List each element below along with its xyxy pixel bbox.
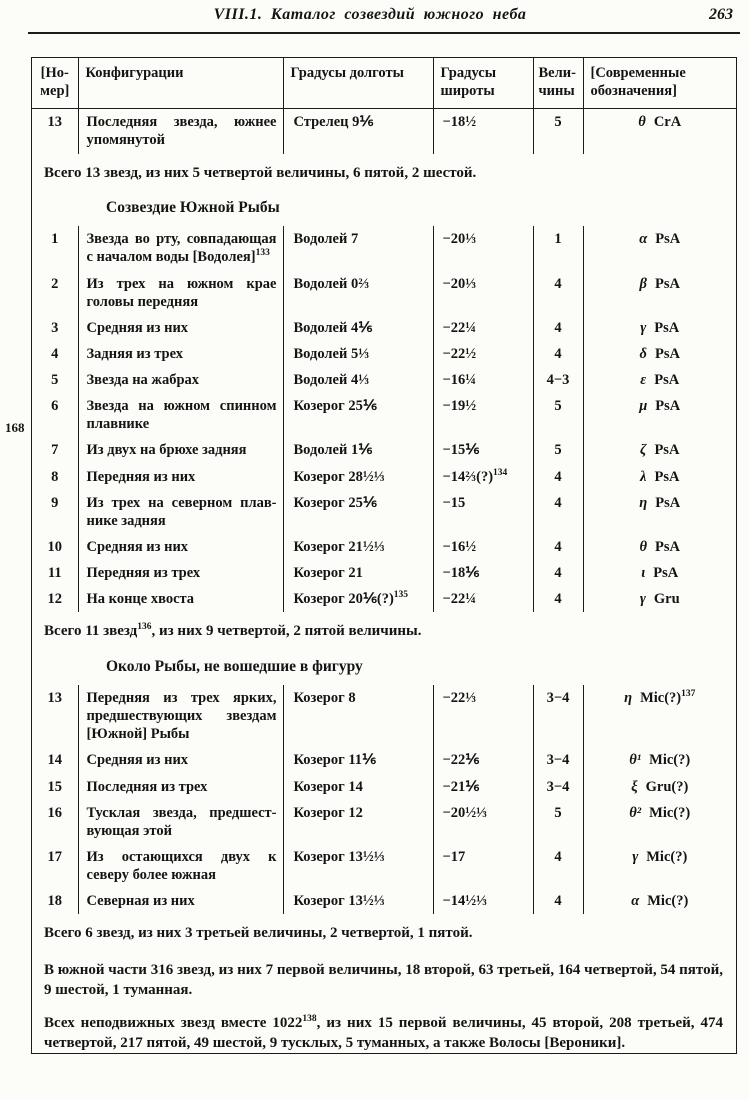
longitude-text: Козерог 28½⅓ [293, 468, 385, 485]
longitude-text: Козерог 25⅙ [293, 494, 377, 511]
col-header-configuration: Конфигурации [78, 58, 283, 109]
cell-configuration [78, 844, 283, 888]
cell-number: 14 [47, 752, 62, 769]
table-row [32, 490, 736, 534]
section-heading-around-fish: Около Рыбы, не вошедшие в фигуру [106, 658, 363, 675]
greek-letter: θ² [629, 804, 642, 821]
cell-magnitude: 3−4 [533, 774, 583, 800]
cell-longitude [283, 774, 433, 800]
paragraph-grand-total [32, 1000, 736, 1053]
configuration-text: На конце хвоста [86, 591, 195, 608]
longitude-text: Козерог 21½⅓ [293, 538, 385, 555]
col-header-magnitude: Вели-чины [533, 58, 583, 109]
cell-number: 15 [47, 778, 62, 795]
configuration-text: Северная из них [86, 893, 195, 910]
cell-designation [583, 226, 736, 270]
configuration-text: Из трех на северном плавнике задняя [86, 494, 277, 529]
table-row [32, 800, 736, 844]
cell-designation [583, 393, 736, 437]
configuration-text: Передняя из трех ярких, предшествующих звездам [Южной] Рыбы [86, 690, 277, 743]
greek-letter: η [624, 690, 633, 706]
cell-magnitude: 5 [533, 109, 583, 154]
col-header-number: [Но-мер] [32, 58, 78, 109]
table-row [32, 560, 736, 586]
cell-latitude [433, 464, 533, 490]
paragraph-text: Всех неподвижных звезд вместе 1022 [44, 1015, 303, 1031]
configuration-text: Передняя из трех [86, 565, 201, 581]
configuration-text: Последняя из трех [86, 778, 208, 795]
greek-letter: η [639, 494, 648, 511]
cell-configuration [78, 560, 283, 586]
paragraph-text: , из них 15 первой величины, 45 второй, 208 третьей, 474 четвертой, 217 пятой, 49 шестой, 9 тусклых, 5 туманных, а также Волосы [Вероники]. [44, 1015, 724, 1051]
latitude-text: −22⅓ [442, 690, 477, 706]
greek-letter: α [631, 893, 640, 910]
table-row [32, 315, 736, 341]
constellation-abbr: PsA [653, 565, 679, 581]
cell-number: 1 [51, 231, 59, 248]
cell-designation [583, 464, 736, 490]
cell-number: 2 [51, 275, 59, 292]
table-row [32, 888, 736, 914]
cell-longitude [283, 464, 433, 490]
longitude-text: Козерог 20⅙(?) [293, 591, 394, 608]
constellation-abbr: PsA [654, 319, 680, 336]
cell-designation [583, 685, 736, 747]
cell-magnitude: 4 [533, 844, 583, 888]
cell-longitude [283, 315, 433, 341]
cell-latitude [433, 341, 533, 367]
longitude-text: Водолей 4⅓ [293, 372, 370, 388]
cell-number: 5 [51, 372, 59, 388]
greek-letter: θ¹ [629, 752, 642, 769]
latitude-text: −22½ [442, 345, 477, 362]
cell-latitude [433, 393, 533, 437]
latitude-text: −15⅙ [442, 442, 480, 459]
cell-configuration [78, 747, 283, 773]
longitude-text: Водолей 0⅔ [293, 275, 370, 292]
cell-configuration [78, 534, 283, 560]
cell-longitude [283, 271, 433, 315]
cell-magnitude: 4 [533, 560, 583, 586]
cell-magnitude: 4−3 [533, 367, 583, 393]
cell-designation [583, 367, 736, 393]
greek-letter: ε [640, 372, 647, 388]
cell-longitude [283, 490, 433, 534]
cell-latitude [433, 109, 533, 154]
cell-magnitude: 4 [533, 341, 583, 367]
table-row [32, 271, 736, 315]
cell-latitude [433, 490, 533, 534]
cell-designation [583, 586, 736, 612]
catalog-table-part1 [32, 58, 736, 154]
col-header-latitude: Градусы широты [433, 58, 533, 109]
configuration-text: Средняя из них [86, 752, 189, 769]
running-head: VIII.1. Каталог созвездий южного неба [213, 6, 527, 23]
table-row [32, 844, 736, 888]
longitude-text: Козерог 8 [293, 690, 356, 706]
latitude-text: −16¼ [442, 372, 477, 388]
cell-magnitude: 1 [533, 226, 583, 270]
cell-configuration [78, 888, 283, 914]
cell-designation [583, 534, 736, 560]
greek-letter: θ [639, 538, 648, 555]
longitude-text: Водолей 7 [293, 231, 359, 248]
cell-number: 17 [47, 848, 62, 865]
constellation-abbr: Mic(?) [640, 690, 682, 706]
section-heading-piscis-austrinus: Созвездие Южной Рыбы [106, 199, 280, 217]
margin-note: 168 [5, 420, 25, 435]
latitude-text: −22¼ [442, 591, 477, 608]
cell-configuration [78, 109, 283, 154]
footnote-ref: 135 [393, 590, 409, 601]
latitude-text: −17 [442, 848, 466, 865]
footnote-ref: 133 [255, 248, 270, 259]
cell-latitude [433, 844, 533, 888]
table-row [32, 464, 736, 490]
cell-latitude [433, 586, 533, 612]
constellation-abbr: PsA [655, 538, 680, 555]
cell-magnitude: 3−4 [533, 747, 583, 773]
longitude-text: Стрелец 9⅙ [293, 114, 374, 131]
cell-magnitude: 4 [533, 271, 583, 315]
cell-number: 8 [51, 468, 59, 485]
header-row [32, 58, 736, 109]
table-row [32, 226, 736, 270]
cell-latitude [433, 271, 533, 315]
cell-configuration [78, 464, 283, 490]
greek-letter: λ [640, 468, 647, 485]
cell-designation [583, 747, 736, 773]
constellation-abbr: PsA [655, 398, 681, 415]
greek-letter: ζ [640, 442, 647, 459]
cell-configuration [78, 226, 283, 270]
table-row [32, 774, 736, 800]
configuration-text: Задняя из трех [86, 345, 183, 362]
longitude-text: Водолей 5⅓ [293, 345, 370, 362]
cell-designation [583, 560, 736, 586]
longitude-text: Водолей 1⅙ [293, 442, 373, 459]
longitude-text: Козерог 11⅙ [293, 752, 377, 769]
footnote-ref: 134 [493, 467, 508, 478]
cell-number: 6 [51, 398, 59, 415]
longitude-text: Козерог 21 [293, 565, 363, 581]
configuration-text: Средняя из них [86, 538, 189, 555]
cell-designation [583, 774, 736, 800]
cell-latitude [433, 800, 533, 844]
catalog-table-frame [31, 57, 737, 1054]
constellation-abbr: PsA [654, 345, 680, 362]
longitude-text: Козерог 14 [293, 778, 363, 795]
summary-text: Всего 11 звезд [44, 623, 138, 640]
cell-designation [583, 271, 736, 315]
cell-latitude [433, 560, 533, 586]
cell-configuration [78, 393, 283, 437]
greek-letter: γ [632, 848, 639, 865]
cell-number: 11 [47, 565, 62, 581]
cell-number: 10 [47, 538, 62, 555]
cell-configuration [78, 774, 283, 800]
cell-longitude [283, 534, 433, 560]
configuration-text: Тусклая звезда, предшествующая этой [86, 804, 277, 839]
latitude-text: −22⅙ [442, 752, 480, 769]
constellation-abbr: PsA [655, 231, 681, 248]
cell-magnitude: 3−4 [533, 685, 583, 747]
cell-magnitude: 4 [533, 888, 583, 914]
constellation-abbr: Mic(?) [649, 752, 691, 769]
cell-configuration [78, 437, 283, 463]
greek-letter: μ [639, 398, 648, 415]
cell-number: 3 [51, 319, 59, 336]
cell-number: 7 [51, 442, 59, 459]
cell-latitude [433, 226, 533, 270]
table-row [32, 109, 736, 154]
latitude-text: −14⅔(?) [442, 468, 494, 485]
cell-magnitude: 4 [533, 586, 583, 612]
cell-designation [583, 844, 736, 888]
latitude-text: −18⅙ [442, 565, 480, 581]
configuration-text: Последняя звезда, южнее упомянутой [86, 114, 277, 149]
table-row [32, 367, 736, 393]
latitude-text: −20½⅓ [442, 804, 488, 821]
cell-number: 13 [47, 690, 62, 706]
page-number: 263 [709, 6, 733, 23]
summary-text: Всего 13 звезд, из них 5 четвертой величины, 6 пятой, 2 шестой. [44, 164, 477, 181]
latitude-text: −18½ [442, 114, 477, 131]
summary-piscis-austrinus [32, 612, 736, 645]
cell-configuration [78, 367, 283, 393]
table-header [32, 58, 736, 109]
constellation-abbr: PsA [654, 442, 680, 459]
greek-letter: ξ [631, 778, 638, 795]
col-header-longitude: Градусы долготы [283, 58, 433, 109]
table-row [32, 341, 736, 367]
table-row [32, 586, 736, 612]
catalog-table-part3 [32, 685, 736, 914]
latitude-text: −21⅙ [442, 778, 480, 795]
cell-designation [583, 888, 736, 914]
cell-longitude [283, 109, 433, 154]
cell-latitude [433, 747, 533, 773]
longitude-text: Козерог 13½⅓ [293, 893, 385, 910]
cell-latitude [433, 315, 533, 341]
cell-magnitude: 5 [533, 393, 583, 437]
configuration-text: Из остающихся двух к северу более южная [86, 848, 277, 883]
cell-longitude [283, 367, 433, 393]
latitude-text: −14½⅓ [442, 893, 488, 910]
cell-latitude [433, 888, 533, 914]
greek-letter: α [639, 231, 648, 248]
cell-latitude [433, 367, 533, 393]
configuration-text: Передняя из них [86, 468, 196, 485]
greek-letter: ι [641, 565, 646, 581]
summary-text: Всего 6 звезд, из них 3 третьей величины, 2 четвертой, 1 пятой. [44, 925, 473, 942]
cell-longitude [283, 393, 433, 437]
summary-text: , из них 9 четвертой, 2 пятой величины. [151, 623, 422, 640]
cell-longitude [283, 685, 433, 747]
greek-letter: θ [638, 114, 646, 131]
cell-latitude [433, 437, 533, 463]
cell-number: 4 [51, 345, 59, 362]
cell-configuration [78, 490, 283, 534]
cell-longitude [283, 341, 433, 367]
summary-around-fish [32, 914, 736, 947]
cell-longitude [283, 437, 433, 463]
constellation-abbr: Mic(?) [646, 848, 688, 865]
cell-magnitude: 4 [533, 315, 583, 341]
constellation-abbr: PsA [654, 372, 680, 388]
greek-letter: β [639, 275, 647, 292]
cell-magnitude: 4 [533, 464, 583, 490]
latitude-text: −20⅓ [442, 231, 477, 248]
footnote-ref: 136 [137, 622, 152, 633]
configuration-text: Звезда на южном спинном плавнике [86, 398, 277, 433]
cell-longitude [283, 226, 433, 270]
table-row [32, 437, 736, 463]
cell-longitude [283, 747, 433, 773]
summary-corona-australis [32, 154, 736, 187]
cell-designation [583, 315, 736, 341]
table-row [32, 534, 736, 560]
cell-magnitude: 4 [533, 490, 583, 534]
footnote-ref: 138 [302, 1014, 317, 1024]
configuration-text: Из двух на брюхе задняя [86, 442, 247, 459]
longitude-text: Козерог 25⅙ [293, 398, 377, 415]
cell-number: 9 [51, 494, 59, 511]
cell-designation [583, 800, 736, 844]
longitude-text: Козерог 12 [293, 804, 363, 821]
cell-configuration [78, 685, 283, 747]
latitude-text: −15 [442, 494, 466, 511]
configuration-text: Из трех на южном крае головы передняя [86, 275, 277, 310]
constellation-abbr: Gru(?) [645, 778, 689, 795]
footnote-ref: 137 [681, 689, 696, 700]
cell-longitude [283, 888, 433, 914]
cell-longitude [283, 800, 433, 844]
longitude-text: Козерог 13½⅓ [293, 848, 385, 865]
catalog-table-part2 [32, 226, 736, 612]
constellation-abbr: CrA [653, 114, 682, 131]
longitude-text: Водолей 4⅙ [293, 319, 373, 336]
constellation-abbr: Mic(?) [647, 893, 689, 910]
cell-latitude [433, 774, 533, 800]
latitude-text: −16½ [442, 538, 477, 555]
cell-configuration [78, 800, 283, 844]
paragraph-text: В южной части 316 звезд, из них 7 первой величины, 18 второй, 63 третьей, 164 четвертой, 54 пятой, 9 шестой, 1 туманная. [44, 962, 723, 998]
cell-designation [583, 341, 736, 367]
latitude-text: −19½ [442, 398, 477, 415]
table-row [32, 685, 736, 747]
cell-designation [583, 109, 736, 154]
table-row [32, 747, 736, 773]
cell-designation [583, 490, 736, 534]
cell-configuration [78, 586, 283, 612]
constellation-abbr: Mic(?) [649, 804, 691, 821]
cell-configuration [78, 341, 283, 367]
constellation-abbr: PsA [654, 468, 680, 485]
cell-number: 12 [47, 591, 62, 608]
cell-number: 18 [47, 893, 62, 910]
greek-letter: δ [639, 345, 647, 362]
constellation-abbr: Gru [653, 591, 680, 608]
paragraph-southern-total [32, 947, 736, 1000]
cell-magnitude: 5 [533, 800, 583, 844]
cell-configuration [78, 315, 283, 341]
latitude-text: −20⅓ [442, 275, 477, 292]
cell-configuration [78, 271, 283, 315]
cell-longitude [283, 560, 433, 586]
greek-letter: γ [639, 591, 646, 608]
col-header-designation: [Современные обозначения] [583, 58, 736, 109]
constellation-abbr: PsA [655, 494, 681, 511]
table-row [32, 393, 736, 437]
cell-longitude [283, 586, 433, 612]
configuration-text: Звезда на жабрах [86, 372, 200, 388]
configuration-text: Средняя из них [86, 319, 189, 336]
cell-latitude [433, 534, 533, 560]
constellation-abbr: PsA [654, 275, 680, 292]
greek-letter: γ [640, 319, 647, 336]
cell-magnitude: 5 [533, 437, 583, 463]
configuration-text: Звезда во рту, совпадающая с началом воды [Водолея] [86, 231, 277, 266]
cell-number: 16 [47, 804, 62, 821]
header-rule [28, 32, 740, 34]
latitude-text: −22¼ [442, 319, 477, 336]
cell-latitude [433, 685, 533, 747]
cell-designation [583, 437, 736, 463]
cell-magnitude: 4 [533, 534, 583, 560]
cell-longitude [283, 844, 433, 888]
cell-number: 13 [47, 114, 62, 131]
